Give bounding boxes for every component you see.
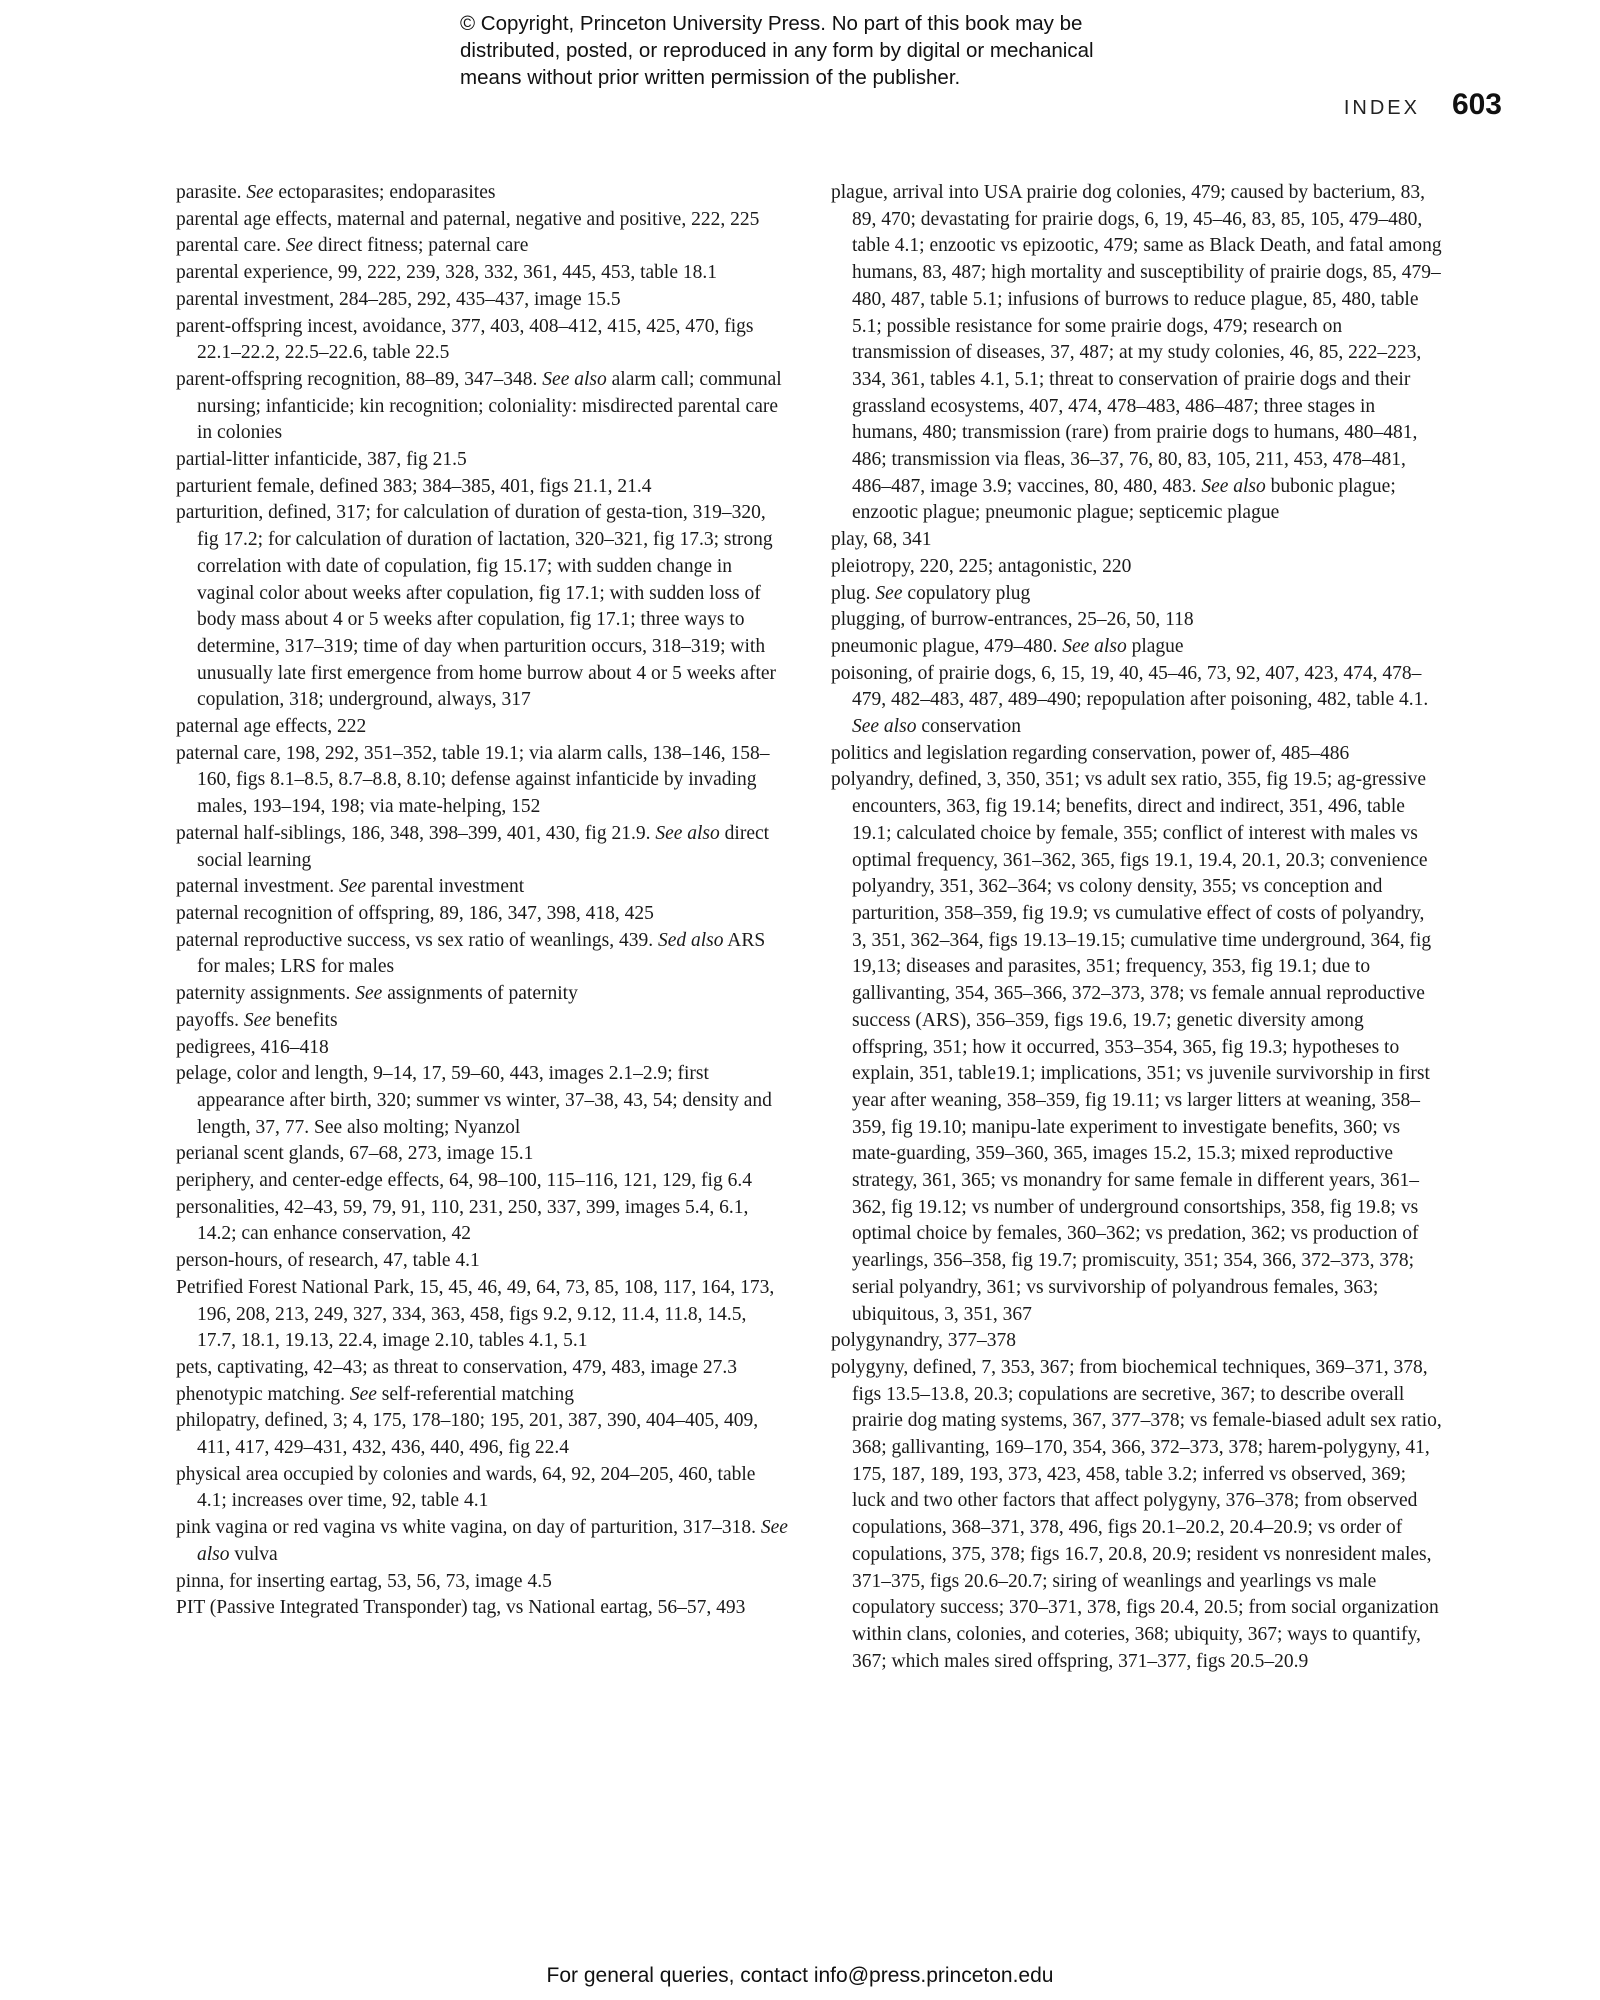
entry-text: Petrified Forest National Park, 15, 45, 46, 49, 64, 73, 85, 108, 117, 164, 173, 196, 208, 213, 249, 327, 334, 363, 458, figs 9.2, 9.12, 11.4, 11.8, 14.5, 17.7, 18.1, 19.13, 22.4, image 2.10, tables 4.1, 5.1 <box>176 1276 775 1352</box>
entry-text: paternal age effects, 222 <box>176 716 367 738</box>
cross-reference-label: See also <box>1062 635 1127 657</box>
entry-text: parturient female, defined 383; 384–385, 401, figs 21.1, 21.4 <box>176 475 652 497</box>
running-head <box>1344 88 1502 122</box>
cross-reference-label: Sed also <box>657 929 724 951</box>
entry-text: PIT (Passive Integrated Transponder) tag, vs National eartag, 56–57, 493 <box>176 1597 746 1619</box>
cross-reference-label: See <box>285 235 313 257</box>
entry-text: pleiotropy, 220, 225; antagonistic, 220 <box>831 555 1132 577</box>
index-entry <box>831 634 1443 661</box>
entry-text: alarm call; communal nursing; infanticide; kin recognition; coloniality: misdirected parental care in colonies <box>197 368 782 444</box>
footer-contact: For general queries, contact info@press.princeton.edu <box>546 1964 1054 1987</box>
index-entry <box>176 1168 788 1195</box>
entry-text: plague <box>1126 635 1184 657</box>
index-entry <box>176 1141 788 1168</box>
index-entry <box>176 233 788 260</box>
index-entry <box>176 367 788 447</box>
entry-text: play, 68, 341 <box>831 529 932 551</box>
entry-text: pink vagina or red vagina vs white vagina, on day of parturition, 317–318. <box>176 1517 761 1539</box>
cross-reference-label: See <box>355 983 383 1005</box>
entry-text: ectoparasites; endoparasites <box>273 182 496 203</box>
index-entry <box>176 1195 788 1248</box>
index-entry <box>831 554 1443 581</box>
index-entry <box>176 1595 788 1622</box>
index-entry <box>176 928 788 981</box>
entry-text: benefits <box>270 1009 338 1031</box>
cross-reference-label: See <box>246 182 274 203</box>
index-entry <box>176 207 788 234</box>
entry-text: pedigrees, 416–418 <box>176 1036 329 1058</box>
entry-text: philopatry, defined, 3; 4, 175, 178–180; 195, 201, 387, 390, 404–405, 409, 411, 417, 429–431, 432, 436, 440, 496, fig 22.4 <box>176 1410 759 1459</box>
index-entry <box>176 1008 788 1035</box>
running-head-label: INDEX <box>1343 97 1420 119</box>
entry-text: vulva <box>229 1543 278 1565</box>
cross-reference-label: See <box>875 582 903 604</box>
index-entry <box>176 260 788 287</box>
entry-text: periphery, and center-edge effects, 64, 98–100, 115–116, 121, 129, fig 6.4 <box>176 1170 752 1192</box>
index-entry <box>831 741 1443 768</box>
entry-text: politics and legislation regarding conservation, power of, 485–486 <box>831 742 1350 764</box>
entry-text: parental investment <box>366 876 525 898</box>
entry-text: paternal reproductive success, vs sex ratio of weanlings, 439. <box>176 929 658 951</box>
entry-text: physical area occupied by colonies and wards, 64, 92, 204–205, 460, table 4.1; increases over time, 92, table 4.1 <box>176 1463 756 1512</box>
index-entry <box>176 500 788 714</box>
entry-text: parent-offspring recognition, 88–89, 347–348. <box>176 368 543 390</box>
cross-reference-label: See also <box>197 1517 788 1565</box>
entry-text: perianal scent glands, 67–68, 273, image 15.1 <box>176 1143 534 1165</box>
page-number: 603 <box>1451 88 1502 121</box>
entry-text: pinna, for inserting eartag, 53, 56, 73, image 4.5 <box>176 1570 552 1592</box>
cross-reference-label: See also <box>655 822 720 844</box>
index-entry <box>176 1569 788 1596</box>
index-entry <box>176 1408 788 1461</box>
index-entry <box>176 1061 788 1141</box>
entry-text: pneumonic plague, 479–480. <box>831 635 1063 657</box>
entry-text: paternal half-siblings, 186, 348, 398–399, 401, 430, fig 21.9. <box>176 822 656 844</box>
index-entry <box>176 1035 788 1062</box>
cross-reference-label: See also <box>852 716 917 738</box>
entry-text: parental experience, 99, 222, 239, 328, 332, 361, 445, 453, table 18.1 <box>176 262 718 284</box>
entry-text: parturition, defined, 317; for calculation of duration of gesta-tion, 319–320, fig 17.2; for calculation of duration of lactation, 320–321, fig 17.3; strong correlation with date of copulation, fig 15.17; with sudden change in vaginal color about weeks after copulation, fig 17.1; with sudden loss of body mass about 4 or 5 weeks after copulation, fig 17.1; three ways to determine, 317–319; time of day when parturition occurs, 318–319; with unusually late first emergence from home burrow about 4 or 5 weeks after copulation, 318; underground, always, 317 <box>176 502 777 711</box>
index-entry <box>831 1355 1443 1675</box>
copyright-line: © Copyright, Princeton University Press. No part of this book may be <box>460 12 1083 35</box>
cross-reference-label: See <box>339 876 367 898</box>
index-entry <box>831 180 1443 527</box>
index-entry <box>831 767 1443 1328</box>
entry-text: polyandry, defined, 3, 350, 351; vs adult sex ratio, 355, fig 19.5; ag-gressive encounters, 363, fig 19.14; benefits, direct and indirect, 351, 496, table 19.1; calculated choice by female, 355; conflict of interest with males vs optimal frequency, 361–362, 365, figs 19.1, 19.4, 20.1, 20.3; convenience polyandry, 351, 362–364; vs colony density, 355; vs conception and parturition, 358–359, fig 19.9; vs cumulative effect of costs of polyandry, 3, 351, 362–364, figs 19.13–19.15; cumulative time underground, 364, fig 19,13; diseases and parasites, 351; frequency, 353, fig 19.1; due to gallivanting, 354, 365–366, 372–373, 378; vs female annual reproductive success (ARS), 356–359, figs 19.6, 19.7; genetic diversity among offspring, 351; how it occurred, 353–354, 365, fig 19.3; hypotheses to explain, 351, table19.1; implications, 351; vs juvenile survivorship in first year after weaning, 358–359, fig 19.11; vs larger litters at weaning, 358–359, fig 19.10; manipu-late experiment to investigate benefits, 360; vs mate-guarding, 359–360, 365, images 15.2, 15.3; mixed reproductive strategy, 361, 365; vs monandry for same female in different years, 361–362, fig 19.12; vs number of underground consortships, 358, fig 19.8; vs optimal choice by females, 360–362; vs predation, 362; vs production of yearlings, 356–358, fig 19.7; promiscuity, 351; 354, 366, 372–373, 378; serial polyandry, 361; vs survivorship of polyandrous females, 363; ubiquitous, 3, 351, 367 <box>831 769 1432 1325</box>
entry-text: paternity assignments. <box>176 983 356 1005</box>
entry-text: person-hours, of research, 47, table 4.1 <box>176 1250 480 1272</box>
index-entry <box>176 287 788 314</box>
entry-text: parental age effects, maternal and paternal, negative and positive, 222, 225 <box>176 208 760 230</box>
entry-text: parental care. <box>176 235 286 257</box>
entry-text: paternal recognition of offspring, 89, 186, 347, 398, 418, 425 <box>176 902 654 924</box>
entry-text: parental investment, 284–285, 292, 435–437, image 15.5 <box>176 288 621 310</box>
index-entry <box>176 714 788 741</box>
index-entry <box>831 527 1443 554</box>
index-entry <box>176 741 788 821</box>
copyright-line: means without prior written permission of the publisher. <box>460 66 961 89</box>
index-entry <box>176 1382 788 1409</box>
entry-text: conservation <box>916 716 1021 738</box>
cross-reference-label: See <box>349 1383 377 1405</box>
index-entry <box>831 581 1443 608</box>
entry-text: polygynandry, 377–378 <box>831 1330 1017 1352</box>
index-column-left <box>176 180 788 1622</box>
cross-reference-label: See also <box>542 368 607 390</box>
entry-text: parent-offspring incest, avoidance, 377, 403, 408–412, 415, 425, 470, figs 22.1–22.2, 22.5–22.6, table 22.5 <box>176 315 754 364</box>
entry-text: pelage, color and length, 9–14, 17, 59–60, 443, images 2.1–2.9; first appearance after birth, 320; summer vs winter, 37–38, 43, 54; density and length, 37, 77. See also molting; Nyanzol <box>176 1063 772 1138</box>
entry-text: bubonic plague; enzootic plague; pneumonic plague; septicemic plague <box>852 475 1396 524</box>
entry-text: polygyny, defined, 7, 353, 367; from biochemical techniques, 369–371, 378, figs 13.5–13.8, 20.3; copulations are secretive, 367; to describe overall prairie dog mating systems, 367, 377–378; vs female-biased adult sex ratio, 368; gallivanting, 169–170, 354, 366, 372–373, 378; harem-polygyny, 41, 175, 187, 189, 193, 373, 423, 458, table 3.2; inferred vs observed, 369; luck and two other factors that affect polygyny, 376–378; from observed copulations, 368–371, 378, 496, figs 20.1–20.2, 20.4–20.9; vs order of copulations, 375, 378; figs 16.7, 20.8, 20.9; resident vs nonresident males, 371–375, figs 20.6–20.7; siring of weanlings and yearlings vs male copulatory success; 370–371, 378, figs 20.4, 20.5; from social organization within clans, colonies, and coteries, 368; ubiquity, 367; ways to quantify, 367; which males sired offspring, 371–377, figs 20.5–20.9 <box>831 1356 1442 1672</box>
entry-text: paternal care, 198, 292, 351–352, table 19.1; via alarm calls, 138–146, 158–160, figs 8.1–8.5, 8.7–8.8, 8.10; defense against infanticide by invading males, 193–194, 198; via mate-helping, 152 <box>176 742 770 818</box>
index-entry <box>176 1248 788 1275</box>
index-entry <box>176 447 788 474</box>
entry-text: paternal investment. <box>176 876 339 898</box>
entry-text: plugging, of burrow-entrances, 25–26, 50, 118 <box>831 609 1194 631</box>
index-entry <box>176 981 788 1008</box>
index-column-right <box>831 180 1443 1675</box>
entry-text: phenotypic matching. <box>176 1383 350 1405</box>
entry-text: personalities, 42–43, 59, 79, 91, 110, 231, 250, 337, 399, images 5.4, 6.1, 14.2; can enhance conservation, 42 <box>176 1196 749 1245</box>
entry-text: pets, captivating, 42–43; as threat to conservation, 479, 483, image 27.3 <box>176 1356 738 1378</box>
entry-text: copulatory plug <box>902 582 1031 604</box>
index-entry <box>176 1275 788 1355</box>
index-entry <box>176 1515 788 1568</box>
index-entry <box>176 1355 788 1382</box>
entry-text: ARS for males; LRS for males <box>197 929 766 978</box>
index-entry <box>831 1328 1443 1355</box>
index-entry <box>176 1462 788 1515</box>
index-entry <box>831 607 1443 634</box>
entry-text: plague, arrival into USA prairie dog colonies, 479; caused by bacterium, 83, 89, 470; devastating for prairie dogs, 6, 19, 45–46, 83, 85, 105, 479–480, table 4.1; enzootic vs epizootic, 479; same as Black Death, and fatal among humans, 83, 487; high mortality and susceptibility of prairie dogs, 85, 479–480, 487, table 5.1; infusions of burrows to reduce plague, 85, 480, table 5.1; possible resistance for some prairie dogs, 479; research on transmission of diseases, 37, 487; at my study colonies, 46, 85, 222–223, 334, 361, tables 4.1, 5.1; threat to conservation of prairie dogs and their grassland ecosystems, 407, 474, 478–483, 486–487; three stages in humans, 480; transmission (rare) from prairie dogs to humans, 480–481, 486; transmission via fleas, 36–37, 76, 80, 83, 105, 211, 453, 478–481, 486–487, image 3.9; vaccines, 80, 480, 483. <box>831 182 1442 497</box>
index-entry <box>176 901 788 928</box>
cross-reference-label: See <box>243 1009 271 1031</box>
entry-text: plug. <box>831 582 876 604</box>
entry-text: assignments of paternity <box>382 983 578 1005</box>
index-entry <box>176 314 788 367</box>
index-entry <box>176 821 788 874</box>
index-entry <box>831 661 1443 741</box>
cross-reference-label: See also <box>1201 475 1266 497</box>
index-entry <box>176 474 788 501</box>
entry-text: payoffs. <box>176 1009 244 1031</box>
index-entry <box>176 874 788 901</box>
copyright-line: distributed, posted, or reproduced in any form by digital or mechanical <box>460 39 1094 62</box>
entry-text: partial-litter infanticide, 387, fig 21.5 <box>176 449 467 471</box>
entry-text: poisoning, of prairie dogs, 6, 15, 19, 40, 45–46, 73, 92, 407, 423, 474, 478–479, 482–483, 487, 489–490; repopulation after poisoning, 482, table 4.1. <box>831 662 1429 711</box>
copyright-notice <box>460 10 1220 91</box>
entry-text: direct social learning <box>197 822 770 871</box>
entry-text: parasite. <box>176 182 247 203</box>
entry-text: direct fitness; paternal care <box>312 235 529 257</box>
index-entry <box>176 180 788 207</box>
entry-text: self-referential matching <box>376 1383 574 1405</box>
